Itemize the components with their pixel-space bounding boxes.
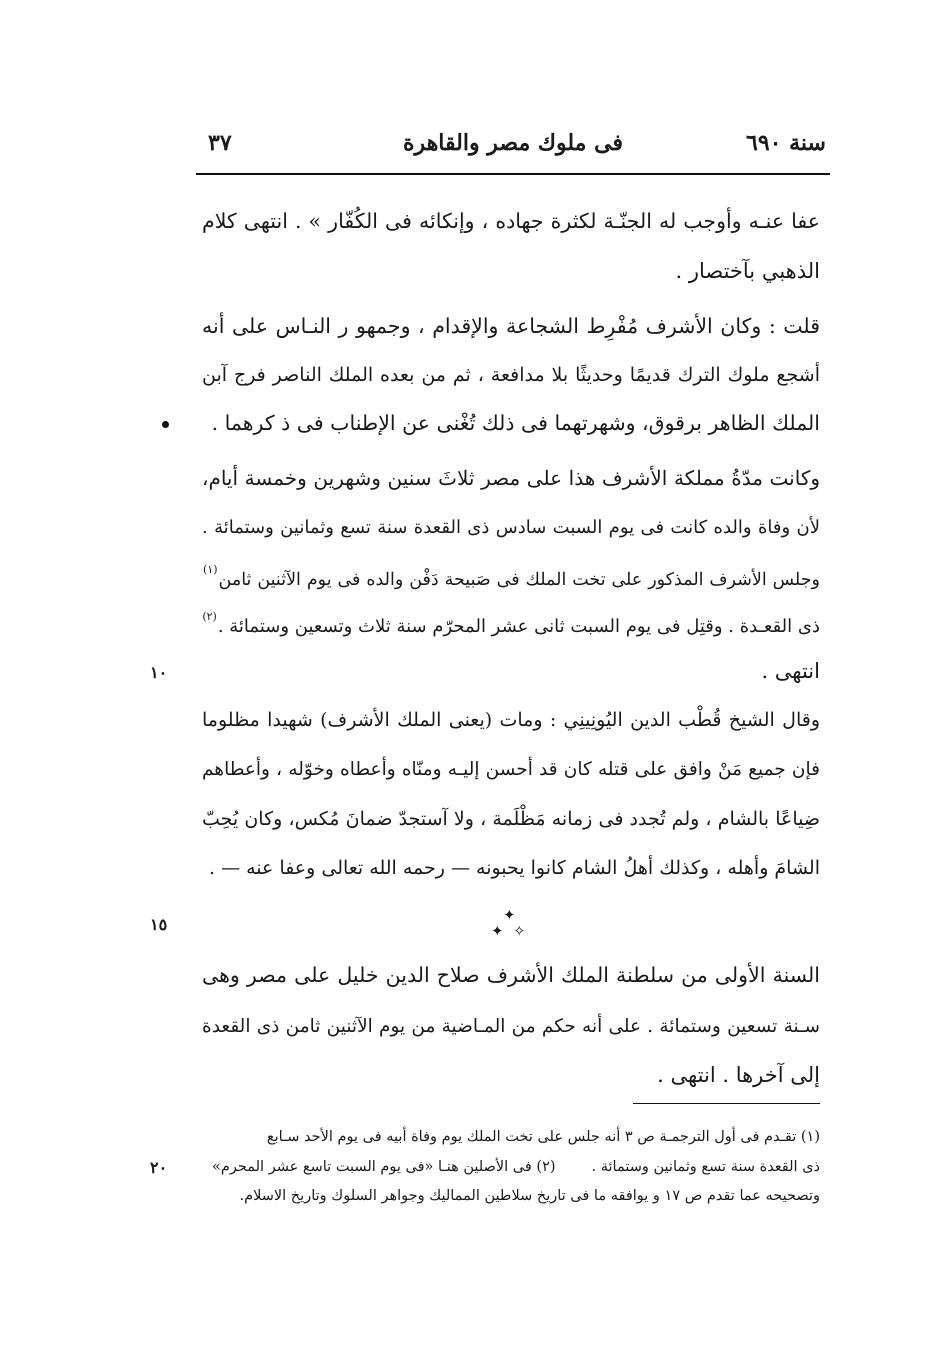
line-number-10: ١٠ <box>150 663 168 682</box>
footnote-rule <box>633 1103 820 1104</box>
text-line-8 <box>202 565 820 595</box>
section-ornament-icon: ✦ ✦ ✧ <box>491 906 526 940</box>
footnote-ref-2: (٢) <box>202 610 217 623</box>
running-header <box>200 130 826 166</box>
text-line-6: وكانت مدّةُ مملكة الأشرف هذا على مصر ثلاثَ سنين وشهرين وخمسة أيام، <box>202 466 820 490</box>
footnote-2-part-1: (٢) فى الأصلين هنـا «فى يوم السبت تاسع عشر المحرم» <box>212 1159 556 1175</box>
text-line-8-body: وجلس الأشرف المذكور على تخت الملك فى صَبيحة دَفْن والده فى يوم الآثنين ثامن <box>218 570 820 590</box>
header-rule <box>196 173 830 175</box>
text-line-7: لأن وفاة والده كانت فى يوم السبت سادس ذى القعدة سنة تسع وثمانين وستمائة . <box>202 517 820 538</box>
text-line-11: وقال الشيخ قُطْب الدين اليُونِينِي : ومات (يعنى الملك الأشرف) شهيدا مظلوما <box>202 709 820 731</box>
footnote-1-line-1: (١) تقـدم فى أول الترجمـة ص ٣ أنه جلس على تخت الملك يوم وفاة أبيه فى يوم الأحد سـابع <box>266 1129 820 1145</box>
text-line-9-body: ذى القعـدة . وقتِل فى يوم السبت ثانى عشر المحرّم سنة ثلاث وتسعين وستمائة . <box>217 616 820 637</box>
line-number-20: ٢٠ <box>150 1158 168 1177</box>
text-line-17: إلى آخرها . انتهى . <box>657 1063 820 1087</box>
footnote-line-2 <box>200 1157 820 1177</box>
footnote-ref-1: (١) <box>203 563 218 576</box>
margin-dot <box>162 421 169 428</box>
text-line-4: أشجع ملوك الترك قديمًا وحديثًا بلا مدافعة ، ثم من بعده الملك الناصر فرج آبن <box>202 364 820 386</box>
line-number-15: ١٥ <box>150 915 168 934</box>
text-line-12: فإن جميع مَنْ وافق على قتله كان قد أحسن إليـه ومنّاه وأعطاه وخوّله ، وأعطاهم <box>202 759 820 780</box>
footnote-1-line-2: ذى القعدة سنة تسع وثمانين وستمائة . <box>591 1159 820 1175</box>
text-line-3: قلت : وكان الأشرف مُفْرِط الشجاعة والإقدام ، وجمهو ر النـاس على أنه <box>202 314 820 338</box>
text-line-16: سـنة تسعين وستمائة . على أنه حكم من المـاضية من يوم الآثنين ثامن ذى القعدة <box>202 1016 820 1037</box>
text-line-15: السنة الأولى من سلطنة الملك الأشرف صلاح الدين خليل على مصر وهى <box>202 963 820 987</box>
page-number: ٣٧ <box>208 130 232 156</box>
text-line-5: الملك الظاهر برقوق، وشهرتهما فى ذلك تُغْنى عن الإطناب فى ذ كرهما . <box>211 411 820 435</box>
text-line-1: عفا عنـه وأوجب له الجنّـة لكثرة جهاده ، وإنكائه فى الكُفّار » . انتهى كلام <box>202 209 820 233</box>
text-line-10: انتهى . <box>761 659 820 683</box>
footnote-2-line-2: وتصحيحه عما تقدم ص ١٧ و يوافقه ما فى تاريخ سلاطين المماليك وجواهر السلوك وتاريخ الاسلام. <box>239 1188 820 1204</box>
text-line-9 <box>202 612 820 642</box>
text-line-2: الذهبي بآختصار . <box>675 259 820 283</box>
header-year: سنة ٦٩٠ <box>746 130 826 156</box>
text-line-13: ضِياعًا بالشام ، ولم تُجدد فى زمانه مَظْلَمة ، ولا آستجدّ ضمانَ مُكس، وكان يُحِبّ <box>202 808 820 830</box>
header-title: فى ملوك مصر والقاهرة <box>403 130 623 156</box>
text-line-14: الشامَ وأهله ، وكذلك أهلُ الشام كانوا يحبونه — رحمه الله تعالى وعفا عنه — . <box>208 857 820 879</box>
